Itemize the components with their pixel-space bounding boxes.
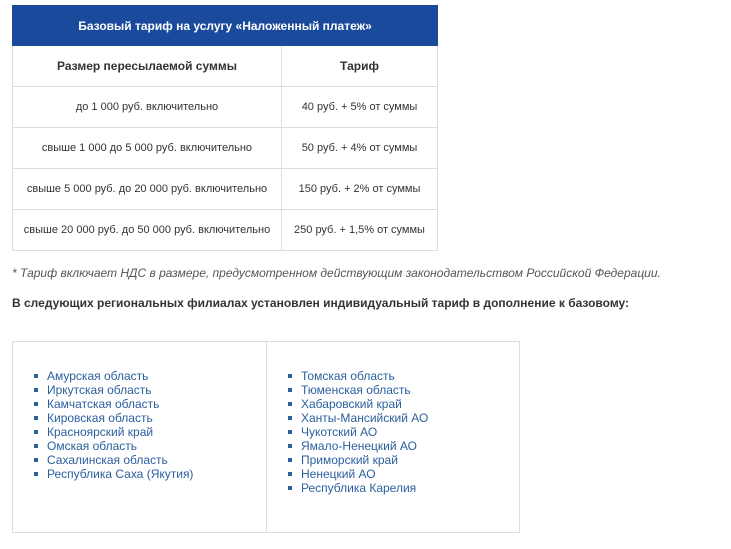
region-link[interactable]: Чукотский АО bbox=[301, 425, 519, 439]
amount-cell: свыше 1 000 до 5 000 руб. включительно bbox=[13, 128, 282, 169]
amount-cell: свыше 5 000 руб. до 20 000 руб. включительно bbox=[13, 169, 282, 210]
table-row bbox=[13, 210, 438, 251]
region-link[interactable]: Ненецкий АО bbox=[301, 467, 519, 481]
tariff-cell: 250 руб. + 1,5% от суммы bbox=[282, 210, 438, 251]
table-row bbox=[13, 128, 438, 169]
tariff-table-title: Базовый тариф на услугу «Наложенный платеж» bbox=[13, 6, 438, 46]
tariff-table-column-headers bbox=[13, 46, 438, 87]
tariff-cell: 150 руб. + 2% от суммы bbox=[282, 169, 438, 210]
region-link[interactable]: Омская область bbox=[47, 439, 266, 453]
regions-intro: В следующих региональных филиалах установлен индивидуальный тариф в дополнение к базовому: bbox=[12, 296, 630, 310]
region-link[interactable]: Сахалинская область bbox=[47, 453, 266, 467]
region-link[interactable]: Камчатская область bbox=[47, 397, 266, 411]
regions-column-right bbox=[266, 342, 519, 532]
tariff-table-header bbox=[13, 6, 438, 46]
tariff-cell: 50 руб. + 4% от суммы bbox=[282, 128, 438, 169]
regions-table bbox=[12, 341, 520, 533]
column-header-tariff: Тариф bbox=[282, 46, 438, 87]
column-header-amount: Размер пересылаемой суммы bbox=[13, 46, 282, 87]
table-row bbox=[13, 87, 438, 128]
regions-column-left bbox=[13, 342, 266, 532]
region-link[interactable]: Республика Саха (Якутия) bbox=[47, 467, 266, 481]
table-row bbox=[13, 169, 438, 210]
region-link[interactable]: Амурская область bbox=[47, 369, 266, 383]
region-link[interactable]: Кировская область bbox=[47, 411, 266, 425]
region-link[interactable]: Томская область bbox=[301, 369, 519, 383]
region-link[interactable]: Ямало-Ненецкий АО bbox=[301, 439, 519, 453]
amount-cell: свыше 20 000 руб. до 50 000 руб. включительно bbox=[13, 210, 282, 251]
region-link[interactable]: Республика Карелия bbox=[301, 481, 519, 495]
amount-cell: до 1 000 руб. включительно bbox=[13, 87, 282, 128]
tariff-cell: 40 руб. + 5% от суммы bbox=[282, 87, 438, 128]
region-link[interactable]: Тюменская область bbox=[301, 383, 519, 397]
vat-footnote: * Тариф включает НДС в размере, предусмотренном действующим законодательством Российской Федерации. bbox=[12, 266, 661, 280]
region-link[interactable]: Ханты-Мансийский АО bbox=[301, 411, 519, 425]
region-link[interactable]: Приморский край bbox=[301, 453, 519, 467]
tariff-table bbox=[12, 5, 438, 251]
regions-list-left bbox=[13, 369, 266, 481]
region-link[interactable]: Иркутская область bbox=[47, 383, 266, 397]
region-link[interactable]: Красноярский край bbox=[47, 425, 266, 439]
regions-list-right bbox=[267, 369, 519, 495]
region-link[interactable]: Хабаровский край bbox=[301, 397, 519, 411]
